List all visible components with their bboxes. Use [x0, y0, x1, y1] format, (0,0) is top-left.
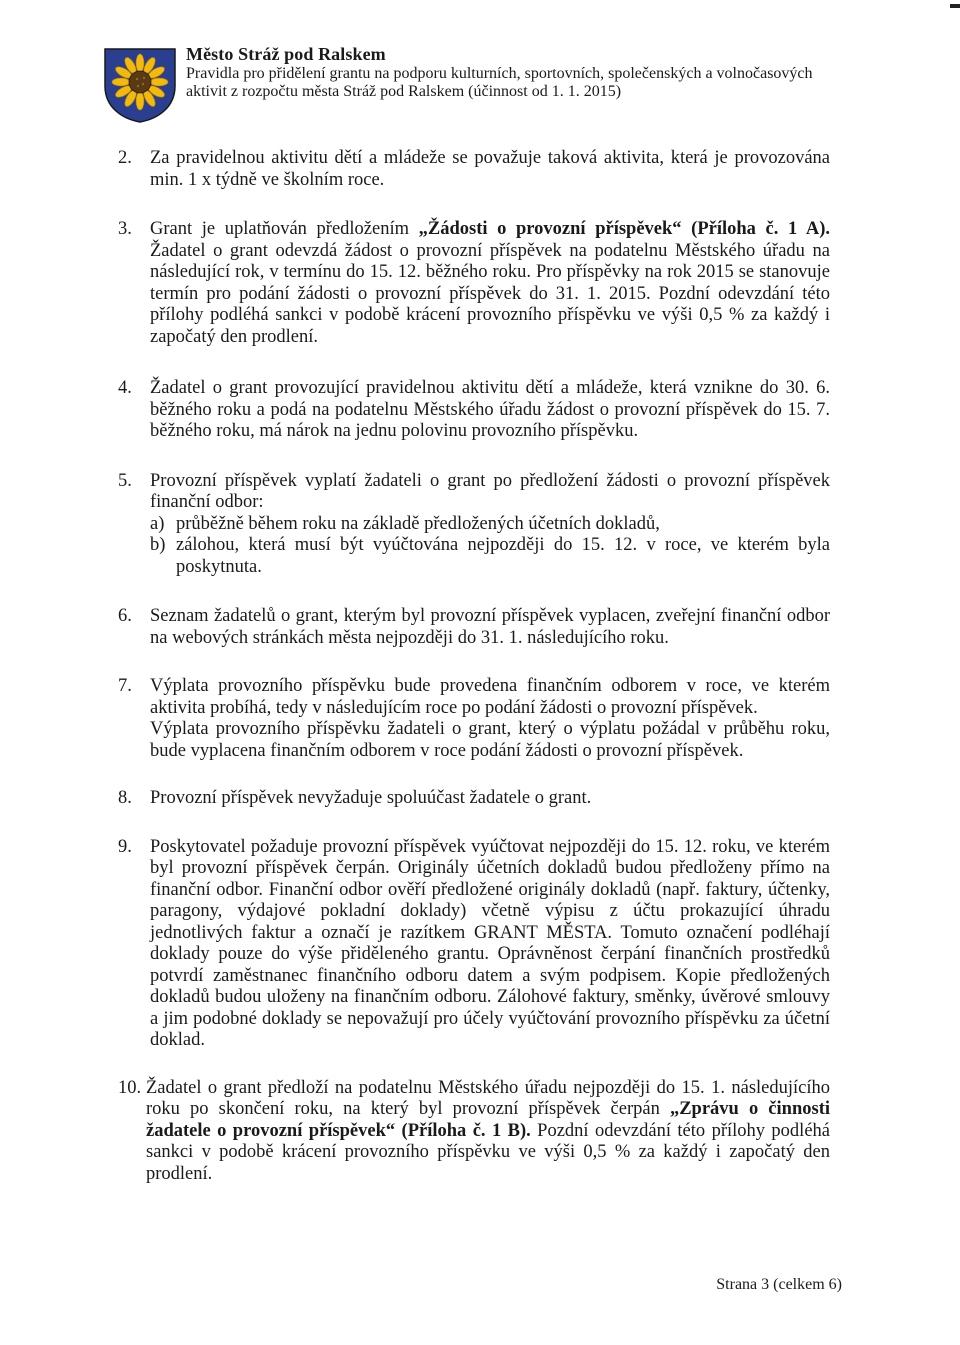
clause-number: 3.	[118, 219, 132, 239]
header-text	[186, 44, 926, 101]
sub-item-label: b)	[150, 535, 166, 555]
clause-7	[118, 676, 830, 762]
clause-number: 2.	[118, 148, 132, 168]
clause-text: Provozní příspěvek nevyžaduje spoluúčast žadatele o grant.	[150, 788, 592, 808]
clause-text	[150, 219, 830, 348]
clause-number: 7.	[118, 676, 132, 696]
page-number: Strana 3 (celkem 6)	[716, 1276, 842, 1293]
document-title-line-2: aktivit z rozpočtu města Stráž pod Ralskem (účinnost od 1. 1. 2015)	[186, 83, 622, 100]
clause-8	[118, 788, 830, 810]
clause-text-part: Grant je uplatňován předložením	[150, 219, 419, 239]
town-name: Město Stráž pod Ralskem	[186, 44, 386, 64]
clause-10	[118, 1078, 830, 1186]
clause-5	[118, 471, 830, 579]
clause-number: 5.	[118, 470, 132, 491]
document-body	[118, 148, 830, 1185]
clause-text: Žadatel o grant provozující pravidelnou aktivitu dětí a mládeže, která vznikne do 30. 6. běžného roku a podá na podatelnu Městského úřadu žádost o provozní příspěvek do 15. 7. běžného roku, má nárok na jednu polovinu provozního příspěvku.	[150, 378, 830, 441]
scan-edge-mark	[950, 4, 960, 8]
sub-item-text: zálohou, která musí být vyúčtována nejpozději do 15. 12. v roce, ve kterém byla poskytnuta.	[176, 535, 830, 577]
sub-item-text: průběžně během roku na základě předložených účetních dokladů,	[176, 513, 660, 534]
clause-number: 4.	[118, 378, 132, 398]
clause-9	[118, 837, 830, 1052]
town-coat-of-arms-icon	[102, 46, 178, 124]
clause-number: 9.	[118, 836, 132, 857]
document-title-line-1: Pravidla pro přidělení grantu na podporu kulturních, sportovních, společenských a volnočasových	[186, 65, 813, 82]
clause-text-part: Žadatel o grant předloží na podatelnu Městského úřadu nejpozději do 15. 1. následujícího roku po skončení roku, na který byl provozní příspěvek čerpán	[146, 1077, 830, 1119]
clause-3	[118, 219, 830, 348]
sub-item-label: a)	[150, 513, 165, 534]
report-name-bold: „Zprávu o činnosti žadatele o provozní příspěvek“ (Příloha č. 1 B).	[146, 1099, 830, 1141]
clause-text: Poskytovatel požaduje provozní příspěvek vyúčtovat nejpozději do 15. 12. roku, ve kterém byl provozní příspěvek čerpán. Originály účetních dokladů budou předloženy přímo na finanční odbor. Finanční odbor ověří předložené originály dokladů (např. faktury, účtenky, paragony, výdajové pokladní doklady) včetně výpisu z účtu prokazující úhradu jednotlivých faktur a označí je razítkem GRANT MĚSTA. Tomuto označení podléhají doklady pouze do výše přiděleného grantu. Oprávněnost čerpání finančních prostředků potvrdí zaměstnanec finančního odboru datem a svým podpisem. Kopie předložených dokladů budou uloženy na finančním odboru. Zálohové faktury, směnky, úvěrové smlouvy a jim podobné doklady se nepovažují pro účely vyúčtování provozního příspěvku za účetní doklad.	[150, 836, 830, 1050]
page-header	[102, 40, 922, 120]
sub-item-a	[150, 514, 830, 536]
sub-item-b	[150, 535, 830, 578]
clause-text	[146, 1078, 830, 1186]
clause-number: 6.	[118, 606, 132, 626]
clause-text-part: Žadatel o grant odevzdá žádost o provozní příspěvek na podatelnu Městského úřadu na následující rok, v termínu do 15. 12. běžného roku. Pro příspěvky na rok 2015 se stanovuje termín pro podání žádosti o provozní příspěvek do 31. 1. 2015. Pozdní odevzdání této přílohy podléhá sankci v podobě krácení provozního příspěvku ve výši 0,5 % za každý i započatý den prodlení.	[150, 240, 830, 347]
clause-6	[118, 606, 830, 649]
form-name-bold: „Žádosti o provozní příspěvek“ (Příloha č. 1 A).	[418, 219, 830, 239]
clause-text: Za pravidelnou aktivitu dětí a mládeže se považuje taková aktivita, která je provozována min. 1 x týdně ve školním roce.	[150, 148, 830, 190]
clause-number: 10.	[118, 1077, 142, 1098]
clause-2	[118, 148, 830, 191]
clause-text: Seznam žadatelů o grant, kterým byl provozní příspěvek vyplacen, zveřejní finanční odbor na webových stránkách města nejpozději do 31. 1. následujícího roku.	[150, 606, 830, 648]
clause-text: Provozní příspěvek vyplatí žadateli o grant po předložení žádosti o provozní příspěvek finanční odbor:	[150, 470, 830, 512]
clause-4	[118, 378, 830, 443]
clause-text-part: Pozdní odevzdání této přílohy podléhá sankci v podobě krácení provozního příspěvku ve výši 0,5 % za každý i započatý den prodlení.	[146, 1120, 830, 1184]
clause-text: Výplata provozního příspěvku bude provedena finančním odborem v roce, ve kterém aktivita probíhá, tedy v následujícím roce po podání žádosti o provozní příspěvek.	[150, 676, 830, 718]
clause-number: 8.	[118, 788, 132, 808]
clause-text: Výplata provozního příspěvku žadateli o grant, který o výplatu požádal v průběhu roku, bude vyplacena finančním odborem v roce podání žádosti o provozní příspěvek.	[150, 719, 830, 761]
